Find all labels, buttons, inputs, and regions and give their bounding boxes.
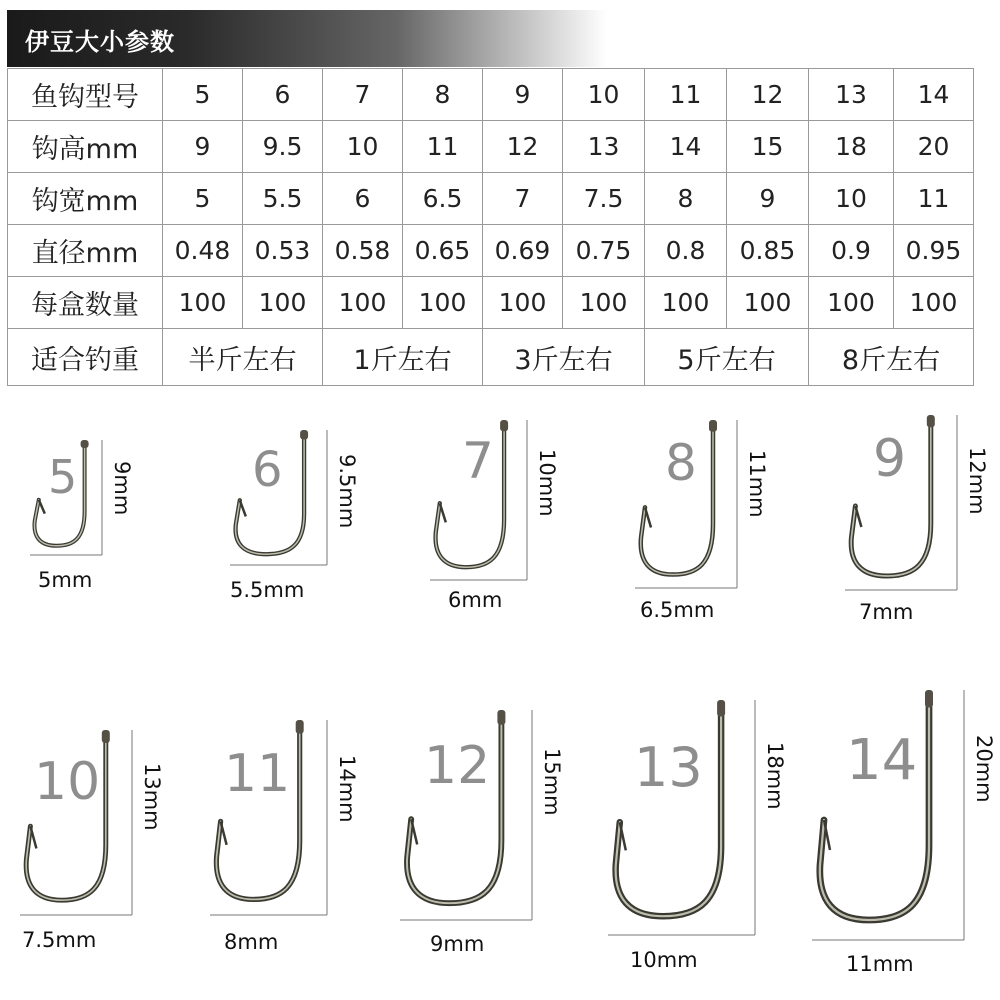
row-header: 直径mm — [8, 225, 163, 277]
hook-size-number: 7 — [462, 432, 494, 490]
table-cell: 3斤左右 — [483, 329, 645, 386]
hook-height-label: 14mm — [335, 755, 359, 823]
table-cell: 9 — [163, 121, 243, 173]
table-cell: 11 — [645, 69, 727, 121]
hook-eye — [709, 420, 717, 432]
row-header: 适合钓重 — [8, 329, 163, 386]
table-cell: 5斤左右 — [645, 329, 809, 386]
table-cell: 11 — [403, 121, 483, 173]
hook-figure — [430, 420, 559, 612]
hook-eye — [102, 730, 110, 743]
table-row — [8, 329, 974, 386]
table-cell: 6 — [323, 173, 403, 225]
hook-eye — [927, 415, 935, 427]
hook-width-label: 11mm — [846, 952, 914, 976]
hook-eye — [81, 440, 89, 448]
hook-size-number: 5 — [48, 450, 78, 504]
hook-barb — [440, 503, 446, 522]
hook-eye — [925, 690, 933, 708]
row-header: 每盒数量 — [8, 277, 163, 329]
table-cell: 7.5 — [563, 173, 645, 225]
table-cell: 14 — [645, 121, 727, 173]
table-cell: 100 — [483, 277, 563, 329]
table-row — [8, 173, 974, 225]
hook-figure — [210, 720, 359, 954]
hook-width-label: 6mm — [448, 588, 503, 612]
row-header: 鱼钩型号 — [8, 69, 163, 121]
hook-width-label: 7mm — [859, 600, 914, 624]
table-cell: 20 — [894, 121, 974, 173]
table-cell: 0.95 — [894, 225, 974, 277]
hook-size-number: 13 — [634, 736, 703, 799]
hook-width-label: 10mm — [630, 948, 698, 972]
table-cell: 0.69 — [483, 225, 563, 277]
hook-height-label: 11mm — [745, 450, 769, 518]
table-cell: 100 — [645, 277, 727, 329]
page-title: 伊豆大小参数 — [25, 28, 175, 56]
table-cell: 100 — [563, 277, 645, 329]
hook-size-number: 10 — [34, 752, 101, 812]
table-cell: 5 — [163, 173, 243, 225]
table-cell: 0.85 — [727, 225, 809, 277]
table-cell: 0.65 — [403, 225, 483, 277]
hook-height-label: 20mm — [972, 735, 996, 803]
hook-eye — [500, 420, 508, 431]
table-cell: 14 — [894, 69, 974, 121]
hook-size-number: 12 — [424, 736, 491, 796]
hook-width-label: 6.5mm — [640, 598, 715, 622]
hook-eye — [717, 700, 725, 716]
table-cell: 18 — [809, 121, 894, 173]
hook-size-number: 9 — [873, 429, 907, 489]
hook-figure — [230, 430, 359, 602]
table-cell: 100 — [727, 277, 809, 329]
hook-width-label: 9mm — [430, 932, 485, 956]
table-cell: 10 — [323, 121, 403, 173]
hook-barb — [240, 500, 246, 516]
hook-icon — [845, 415, 985, 600]
table-cell: 100 — [323, 277, 403, 329]
table-cell: 9 — [727, 173, 809, 225]
hook-width-label: 5mm — [38, 568, 93, 592]
hook-height-label: 12mm — [965, 446, 989, 515]
table-row — [8, 225, 974, 277]
hook-height-label: 9.5mm — [335, 454, 359, 529]
table-cell: 13 — [809, 69, 894, 121]
table-cell: 8 — [403, 69, 483, 121]
hook-height-label: 10mm — [535, 448, 559, 517]
table-cell: 15 — [727, 121, 809, 173]
table-cell: 100 — [809, 277, 894, 329]
table-row — [8, 69, 974, 121]
row-header: 钩宽mm — [8, 173, 163, 225]
table-cell: 100 — [243, 277, 323, 329]
table-cell: 6.5 — [403, 173, 483, 225]
hook-figure — [30, 440, 134, 592]
table-row — [8, 277, 974, 329]
table-cell: 10 — [809, 173, 894, 225]
table-cell: 8 — [645, 173, 727, 225]
hook-figure — [812, 690, 996, 976]
table-cell: 12 — [727, 69, 809, 121]
hook-eye — [296, 720, 304, 734]
table-cell: 100 — [163, 277, 243, 329]
table-cell: 半斤左右 — [163, 329, 323, 386]
table-cell: 0.58 — [323, 225, 403, 277]
table-cell: 7 — [483, 173, 563, 225]
hook-height-label: 9mm — [110, 460, 134, 515]
hook-barb — [39, 500, 45, 514]
hook-size-number: 6 — [252, 442, 283, 498]
hook-width-label: 7.5mm — [22, 928, 97, 952]
table-cell: 5 — [163, 69, 243, 121]
table-row — [8, 121, 974, 173]
hook-width-label: 8mm — [224, 930, 279, 954]
hook-width-label: 5.5mm — [230, 578, 305, 602]
hook-size-number: 14 — [846, 728, 918, 793]
table-cell: 10 — [563, 69, 645, 121]
table-cell: 12 — [483, 121, 563, 173]
hook-eye — [497, 710, 505, 725]
table-cell: 9 — [483, 69, 563, 121]
table-cell: 13 — [563, 121, 645, 173]
table-cell: 7 — [323, 69, 403, 121]
table-cell: 8斤左右 — [809, 329, 974, 386]
table-cell: 6 — [243, 69, 323, 121]
spec-table — [7, 68, 974, 386]
table-cell: 5.5 — [243, 173, 323, 225]
table-cell: 0.75 — [563, 225, 645, 277]
hook-eye — [300, 430, 308, 439]
table-cell: 0.53 — [243, 225, 323, 277]
title-bar — [7, 10, 607, 67]
table-cell: 100 — [403, 277, 483, 329]
hook-figure — [608, 700, 787, 972]
hook-height-label: 18mm — [763, 742, 787, 810]
hook-size-number: 8 — [665, 434, 697, 492]
hook-figure — [845, 415, 989, 624]
hook-figure — [400, 710, 564, 956]
hook-height-label: 13mm — [140, 763, 164, 831]
hook-size-number: 11 — [224, 744, 291, 804]
table-cell: 0.9 — [809, 225, 894, 277]
table-cell: 9.5 — [243, 121, 323, 173]
table-cell: 0.8 — [645, 225, 727, 277]
table-cell: 100 — [894, 277, 974, 329]
hook-figure — [635, 420, 769, 622]
hook-height-label: 15mm — [540, 747, 564, 816]
table-cell: 0.48 — [163, 225, 243, 277]
row-header: 钩高mm — [8, 121, 163, 173]
table-cell: 11 — [894, 173, 974, 225]
hook-figure — [20, 730, 164, 952]
table-cell: 1斤左右 — [323, 329, 483, 386]
